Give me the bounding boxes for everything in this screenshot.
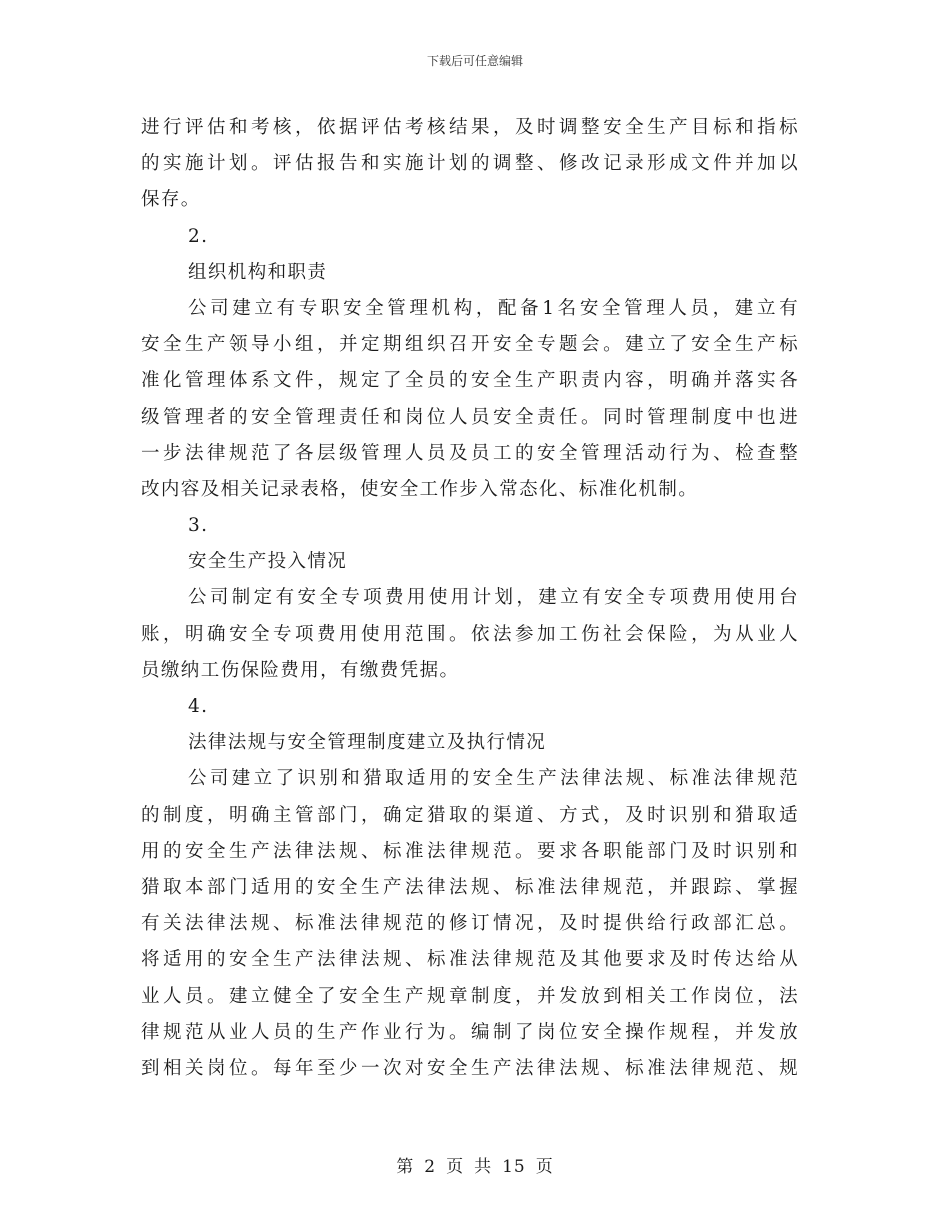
section-heading: 组织机构和职责 — [188, 261, 328, 283]
paragraph-line: 公司建立有专职安全管理机构，配备1名安全管理人员，建立有 — [188, 297, 799, 319]
paragraph-line: 猎取本部门适用的安全生产法律法规、标准法律规范，并跟踪、掌握 — [141, 876, 799, 898]
section-number: 2. — [188, 225, 209, 247]
paragraph-line: 准化管理体系文件，规定了全员的安全生产职责内容，明确并落实各 — [141, 370, 799, 392]
total-label: 共 — [474, 1157, 493, 1177]
section-number: 3. — [188, 515, 209, 537]
section-heading: 法律法规与安全管理制度建立及执行情况 — [188, 732, 547, 754]
paragraph-line: 安全生产领导小组，并定期组织召开安全专题会。建立了安全生产标 — [141, 334, 799, 356]
paragraph-line: 用的安全生产法律法规、标准法律规范。要求各职能部门及时识别和 — [141, 840, 799, 862]
total-pages-number: 15 — [502, 1157, 526, 1177]
paragraph-line: 保存。 — [141, 189, 201, 211]
paragraph-line: 改内容及相关记录表格，使安全工作步入常态化、标准化机制。 — [141, 478, 699, 500]
paragraph-line: 公司制定有安全专项费用使用计划，建立有安全专项费用使用台 — [188, 587, 799, 609]
paragraph-line: 有关法律法规、标准法律规范的修订情况，及时提供给行政部汇总。 — [141, 913, 799, 935]
page-label-suffix: 页 — [535, 1157, 554, 1177]
paragraph-line: 律规范从业人员的生产作业行为。编制了岗位安全操作规程，并发放 — [141, 1021, 799, 1043]
paragraph-line: 员缴纳工伤保险费用，有缴费凭据。 — [141, 659, 460, 681]
paragraph-line: 级管理者的安全管理责任和岗位人员安全责任。同时管理制度中也进 — [141, 406, 799, 428]
current-page-number: 2 — [424, 1157, 437, 1177]
paragraph-line: 公司建立了识别和猎取适用的安全生产法律法规、标准法律规范 — [188, 768, 799, 790]
page-footer — [0, 1157, 950, 1177]
paragraph-line: 业人员。建立健全了安全生产规章制度，并发放到相关工作岗位，法 — [141, 985, 799, 1007]
page-label-mid: 页 — [446, 1157, 465, 1177]
paragraph-line: 的制度，明确主管部门，确定猎取的渠道、方式，及时识别和猎取适 — [141, 804, 799, 826]
paragraph-line: 进行评估和考核，依据评估考核结果，及时调整安全生产目标和指标 — [141, 117, 799, 138]
page-header-note: 下载后可任意编辑 — [426, 54, 523, 68]
paragraph-line: 一步法律规范了各层级管理人员及员工的安全管理活动行为、检查整 — [141, 442, 799, 464]
page-label-prefix: 第 — [396, 1157, 415, 1177]
paragraph-line: 账，明确安全专项费用使用范围。依法参加工伤社会保险，为从业人 — [141, 623, 799, 645]
paragraph-line: 到相关岗位。每年至少一次对安全生产法律法规、标准法律规范、规 — [141, 1057, 799, 1079]
section-heading: 安全生产投入情况 — [188, 551, 348, 573]
paragraph-line: 的实施计划。评估报告和实施计划的调整、修改记录形成文件并加以 — [141, 153, 799, 175]
section-number: 4. — [188, 696, 209, 717]
document-body — [141, 110, 799, 1087]
paragraph-line: 将适用的安全生产法律法规、标准法律规范及其他要求及时传达给从 — [141, 949, 799, 971]
